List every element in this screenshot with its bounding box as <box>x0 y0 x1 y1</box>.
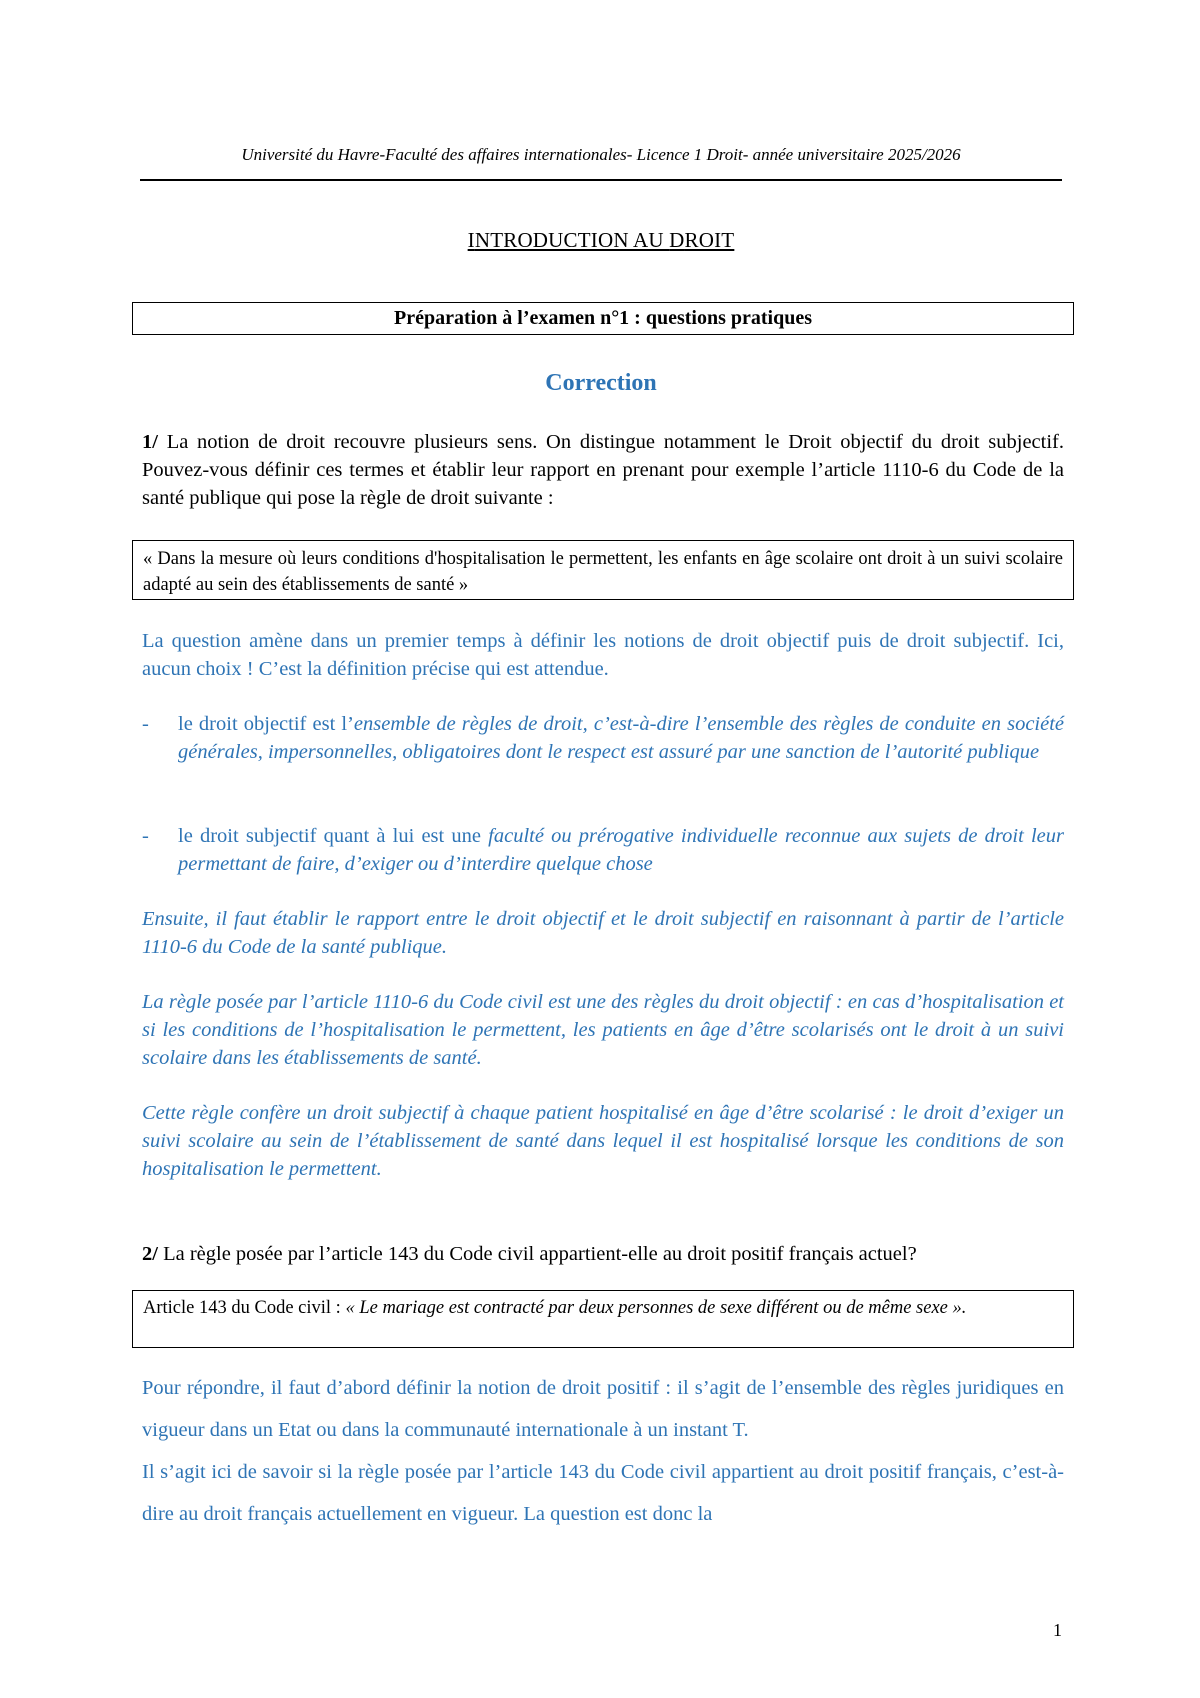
title-initial-d: D <box>669 228 685 252</box>
question-1-quote-box: « Dans la mesure où leurs conditions d'hospitalisation le permettent, les enfants en âge scolaire ont droit à un suivi scolaire adapté au sein des établissements de santé » <box>132 540 1074 600</box>
answer-2-p2: Il s’agit ici de savoir si la règle posée par l’article 143 du Code civil appartient au droit positif français, c’est-à-dire au droit français actuellement en vigueur. La question est donc la <box>142 1461 1064 1525</box>
question-2-number: 2/ <box>142 1243 158 1265</box>
running-header: Université du Havre-Faculté des affaires internationales- Licence 1 Droit- année universitaire 2025/2026 <box>241 145 961 164</box>
answer-2-p1: Pour répondre, il faut d’abord définir la notion de droit positif : il s’agit de l’ensemble des règles juridiques en vigueur dans un Etat ou dans la communauté internationale à un instant T. <box>142 1377 1064 1441</box>
bullet-1-plain: le droit objectif est l’ <box>178 713 354 735</box>
answer-1-ensuite: Ensuite, il faut établir le rapport entre le droit objectif et le droit subjectif en raisonnant à partir de l’article 1110-6 du Code de la santé publique. <box>142 908 1064 958</box>
bullet-2-plain: le droit subjectif quant à lui est une <box>178 825 489 847</box>
answer-1-bullet-objectif <box>142 710 1064 766</box>
bullet-1-definition: ensemble de règles de droit, c’est-à-dire l’ensemble des règles de conduite en société générales, impersonnelles, obligatoires dont le respect est assuré par une sanction de l’autorité publique <box>178 713 1065 763</box>
title-initial-i: I <box>467 228 475 252</box>
question-1-text: La notion de droit recouvre plusieurs sens. On distingue notamment le Droit objectif du droit subjectif. Pouvez-vous définir ces termes et établir leur rapport en prenant pour exemple l’article 1110-6 du Code de la santé publique qui pose la règle de droit suivante : <box>142 431 1064 509</box>
bullet-dash: - <box>142 713 149 735</box>
bullet-2-definition: faculté ou prérogative individuelle reconnue aux sujets de droit leur permettant de faire, d’exiger ou d’interdire quelque chose <box>178 825 1064 875</box>
title-rest-2: ROIT <box>684 228 735 252</box>
question-2-text: La règle posée par l’article 143 du Code civil appartient-elle au droit positif français actuel? <box>157 1243 917 1265</box>
document-title <box>140 228 1062 253</box>
answer-1-intro: La question amène dans un premier temps à définir les notions de droit objectif puis de droit subjectif. Ici, aucun choix ! C’est la définition précise qui est attendue. <box>142 630 1064 680</box>
answer-1-confere: Cette règle confère un droit subjectif à chaque patient hospitalisé en âge d’être scolarisé : le droit d’exiger un suivi scolaire au sein de l’établissement de santé dans lequel il est hospitalisé lorsque les conditions de son hospitalisation le permettent. <box>142 1102 1064 1180</box>
answer-1-bullet-subjectif <box>142 822 1064 878</box>
question-2 <box>142 1240 1064 1268</box>
question-1-number: 1/ <box>142 431 158 453</box>
article-143-box <box>132 1290 1074 1348</box>
bullet-dash: - <box>142 825 149 847</box>
header-rule <box>140 179 1062 181</box>
question-1 <box>142 428 1064 512</box>
answer-1-regle: La règle posée par l’article 1110-6 du Code civil est une des règles du droit objectif : en cas d’hospitalisation et si les conditions de l’hospitalisation le permettent, les patients en âge d’être scolarisés ont le droit à un suivi scolaire dans les établissements de santé. <box>142 991 1064 1069</box>
article-143-label: Article 143 du Code civil : <box>143 1298 346 1318</box>
title-rest-1: NTRODUCTION AU <box>474 228 670 252</box>
article-143-quote: « Le mariage est contracté par deux personnes de sexe différent ou de même sexe ». <box>345 1298 967 1318</box>
correction-heading: Correction <box>545 370 657 396</box>
exam-heading-box: Préparation à l’examen n°1 : questions pratiques <box>132 302 1074 335</box>
page-number: 1 <box>1053 1620 1062 1640</box>
